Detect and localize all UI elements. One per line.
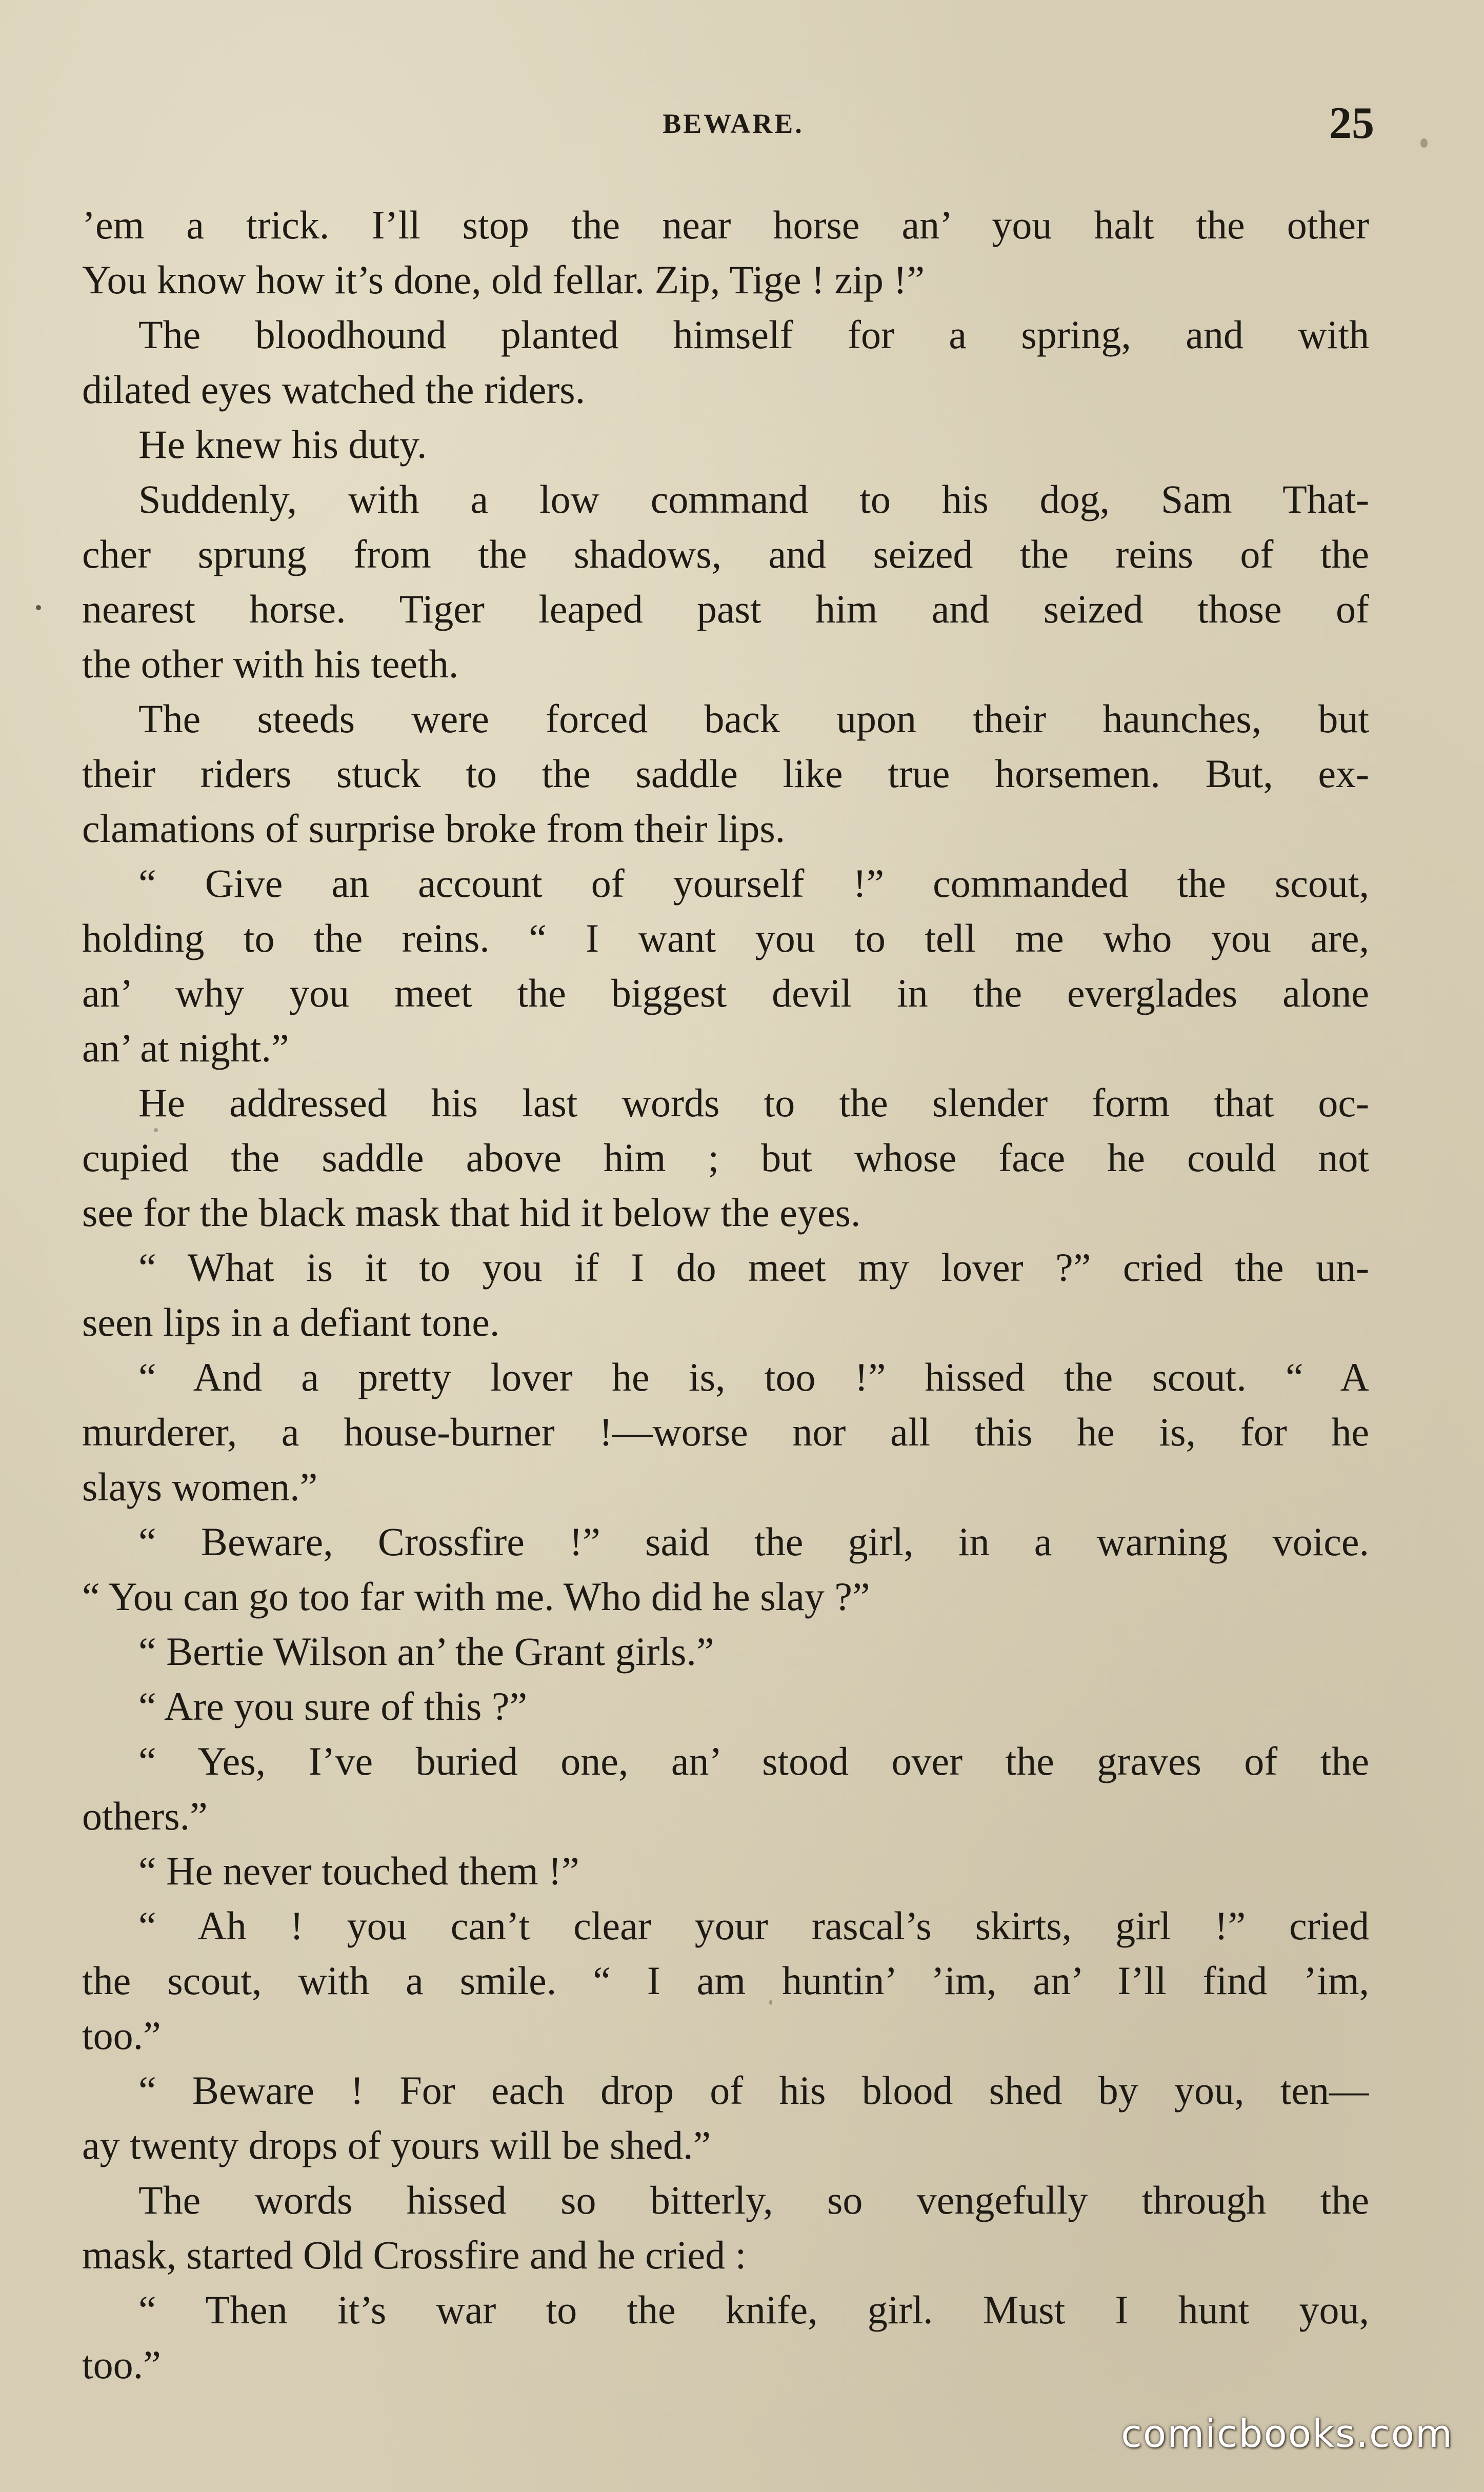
text-line: holding to the reins. “ I want you to tell me who you are, xyxy=(82,916,1369,960)
text-line: too.” xyxy=(82,2342,161,2387)
text-line: nearest horse. Tiger leaped past him and seized those of xyxy=(82,587,1369,631)
running-head: BEWARE. xyxy=(663,108,804,139)
text-line: The steeds were forced back upon their haunches, but xyxy=(138,696,1369,741)
text-line: “ You can go too far with me. Who did he slay ?” xyxy=(82,1574,870,1619)
text-line: “ Beware ! For each drop of his blood shed by you, ten— xyxy=(138,2068,1369,2113)
text-line: their riders stuck to the saddle like true horsemen. But, ex- xyxy=(82,751,1369,796)
paper-speck xyxy=(769,2000,772,2005)
watermark: comicbooks.com xyxy=(1121,2412,1453,2456)
text-line: an’ why you meet the biggest devil in the everglades alone xyxy=(82,971,1369,1015)
text-line: Suddenly, with a low command to his dog, Sam That- xyxy=(138,477,1369,521)
text-line: an’ at night.” xyxy=(82,1026,289,1070)
text-line: others.” xyxy=(82,1794,208,1838)
text-line: “ Give an account of yourself !” commanded the scout, xyxy=(138,861,1369,906)
text-line: “ Yes, I’ve buried one, an’ stood over the graves of the xyxy=(138,1739,1369,1783)
text-line: “ What is it to you if I do meet my lover ?” cried the un- xyxy=(138,1245,1369,1290)
text-line: ay twenty drops of yours will be shed.” xyxy=(82,2123,711,2167)
text-line: “ Beware, Crossfire !” said the girl, in a warning voice. xyxy=(138,1519,1369,1564)
text-line: He addressed his last words to the slender form that oc- xyxy=(138,1080,1369,1125)
text-line: He knew his duty. xyxy=(138,422,427,467)
body-text xyxy=(82,197,1369,2392)
text-line: the scout, with a smile. “ I am huntin’ ’im, an’ I’ll find ’im, xyxy=(82,1958,1369,2003)
paper-speck xyxy=(1420,138,1428,148)
text-line: mask, started Old Crossfire and he cried : xyxy=(82,2233,747,2277)
text-line: “ He never touched them !” xyxy=(138,1848,579,1893)
text-line: “ Bertie Wilson an’ the Grant girls.” xyxy=(138,1629,714,1674)
text-line: “ Are you sure of this ?” xyxy=(138,1684,528,1729)
text-line: ’em a trick. I’ll stop the near horse an’ you halt the other xyxy=(82,203,1369,247)
paper-speck xyxy=(1231,769,1234,773)
text-line: clamations of surprise broke from their lips. xyxy=(82,806,786,851)
text-line: too.” xyxy=(82,2013,161,2058)
text-line: “ And a pretty lover he is, too !” hissed the scout. “ A xyxy=(138,1355,1369,1399)
page-header xyxy=(82,97,1385,154)
paper-speck xyxy=(154,1128,158,1132)
text-line: You know how it’s done, old fellar. Zip, Tige ! zip !” xyxy=(82,257,925,302)
text-line: “ Then it’s war to the knife, girl. Must I hunt you, xyxy=(138,2287,1369,2332)
text-line: The bloodhound planted himself for a spring, and with xyxy=(138,312,1369,357)
text-line: dilated eyes watched the riders. xyxy=(82,367,586,412)
text-line: see for the black mask that hid it below the eyes. xyxy=(82,1190,861,1235)
text-line: slays women.” xyxy=(82,1464,318,1509)
text-line: cher sprung from the shadows, and seized the reins of the xyxy=(82,532,1369,576)
paper-speck xyxy=(36,605,41,610)
text-line: murderer, a house-burner !—worse nor all this he is, for he xyxy=(82,1410,1369,1454)
text-line: “ Ah ! you can’t clear your rascal’s skirts, girl !” cried xyxy=(138,1903,1369,1948)
page-number: 25 xyxy=(1329,98,1374,148)
text-line: The words hissed so bitterly, so vengefully through the xyxy=(138,2178,1369,2222)
text-line: cupied the saddle above him ; but whose face he could not xyxy=(82,1135,1369,1180)
text-line: the other with his teeth. xyxy=(82,641,459,686)
text-line: seen lips in a defiant tone. xyxy=(82,1300,500,1344)
